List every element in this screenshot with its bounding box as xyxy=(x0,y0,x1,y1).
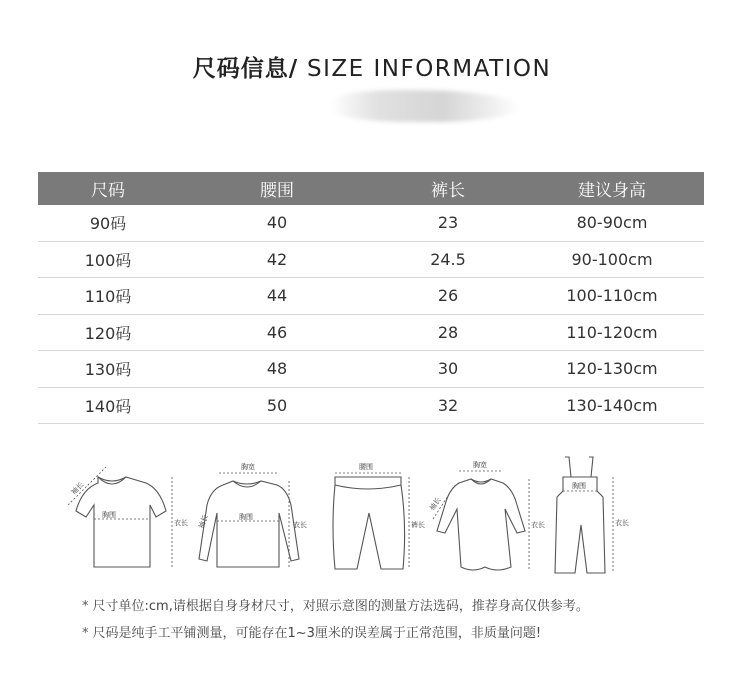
bullet-marker: * xyxy=(82,599,89,614)
sweater-sleeve-label: 袖长 xyxy=(197,513,210,530)
cell-length: 26 xyxy=(437,286,459,306)
table-row xyxy=(38,351,704,388)
title-en: SIZE INFORMATION xyxy=(298,56,552,82)
table-row xyxy=(38,205,704,242)
page-title-wrap xyxy=(0,50,744,83)
pants-waist-label: 腰围 xyxy=(359,463,373,471)
dress-sleeve-label: 袖长 xyxy=(428,496,443,513)
pants-length-label: 裤长 xyxy=(411,521,425,529)
page-title xyxy=(193,50,551,83)
tshirt-length-label: 衣长 xyxy=(174,519,188,527)
overalls-diagram xyxy=(545,455,650,590)
table-row xyxy=(38,278,704,315)
cell-waist: 44 xyxy=(266,286,288,306)
note-item xyxy=(82,598,589,625)
overalls-chest-label: 胸围 xyxy=(572,482,586,490)
table-row xyxy=(38,388,704,425)
cell-waist: 42 xyxy=(266,249,288,269)
table-row xyxy=(38,315,704,352)
tshirt-diagram xyxy=(60,455,190,590)
size-table xyxy=(38,172,704,424)
overalls-length-label: 衣长 xyxy=(615,519,629,527)
cell-size: 120码 xyxy=(84,323,132,343)
tshirt-sleeve-label: 袖长 xyxy=(69,480,86,497)
cell-size: 100码 xyxy=(84,250,132,270)
cell-height: 80-90cm xyxy=(576,213,648,233)
cell-waist: 40 xyxy=(266,213,288,233)
cell-waist: 48 xyxy=(266,359,288,379)
cell-height: 100-110cm xyxy=(566,286,658,306)
sweater-chest-width-label: 胸宽 xyxy=(241,463,255,471)
header-waist: 腰围 xyxy=(260,181,294,201)
cell-height: 120-130cm xyxy=(566,359,658,379)
note-text: 尺寸单位:cm,请根据自身身材尺寸，对照示意图的测量方法选码，推荐身高仅供参考。 xyxy=(92,599,589,614)
header-pants-length: 裤长 xyxy=(431,181,465,201)
notes xyxy=(82,598,589,652)
cell-size: 90码 xyxy=(89,214,127,234)
dress-chest-label: 胸宽 xyxy=(473,461,487,469)
cell-height: 110-120cm xyxy=(566,322,658,342)
header-height: 建议身高 xyxy=(578,181,646,201)
bullet-marker: * xyxy=(82,626,89,641)
cell-size: 110码 xyxy=(84,287,132,307)
sweater-diagram xyxy=(195,455,310,590)
cell-length: 32 xyxy=(437,395,459,415)
brush-stroke-decoration xyxy=(330,90,520,122)
note-item xyxy=(82,625,589,652)
cell-size: 130码 xyxy=(84,360,132,380)
header-size: 尺码 xyxy=(91,181,125,201)
pants-diagram xyxy=(325,455,425,590)
sweater-chest-label: 胸围 xyxy=(239,513,253,521)
title-zh: 尺码信息/ xyxy=(192,56,299,82)
cell-height: 130-140cm xyxy=(566,395,658,415)
table-row xyxy=(38,242,704,279)
table-header xyxy=(38,172,704,205)
cell-length: 23 xyxy=(437,213,459,233)
cell-height: 90-100cm xyxy=(571,249,653,269)
dress-diagram xyxy=(425,455,550,590)
cell-size: 140码 xyxy=(84,396,132,416)
cell-length: 28 xyxy=(437,322,459,342)
note-text: 尺码是纯手工平铺测量，可能存在1~3厘米的误差属于正常范围，非质量问题! xyxy=(92,626,542,641)
dress-length-label: 衣长 xyxy=(531,521,545,529)
measurement-diagrams xyxy=(60,455,690,590)
tshirt-chest-label: 胸围 xyxy=(102,511,116,519)
cell-length: 30 xyxy=(437,359,459,379)
cell-waist: 46 xyxy=(266,322,288,342)
cell-waist: 50 xyxy=(266,395,288,415)
cell-length: 24.5 xyxy=(430,249,466,269)
sweater-length-label: 衣长 xyxy=(293,521,307,529)
